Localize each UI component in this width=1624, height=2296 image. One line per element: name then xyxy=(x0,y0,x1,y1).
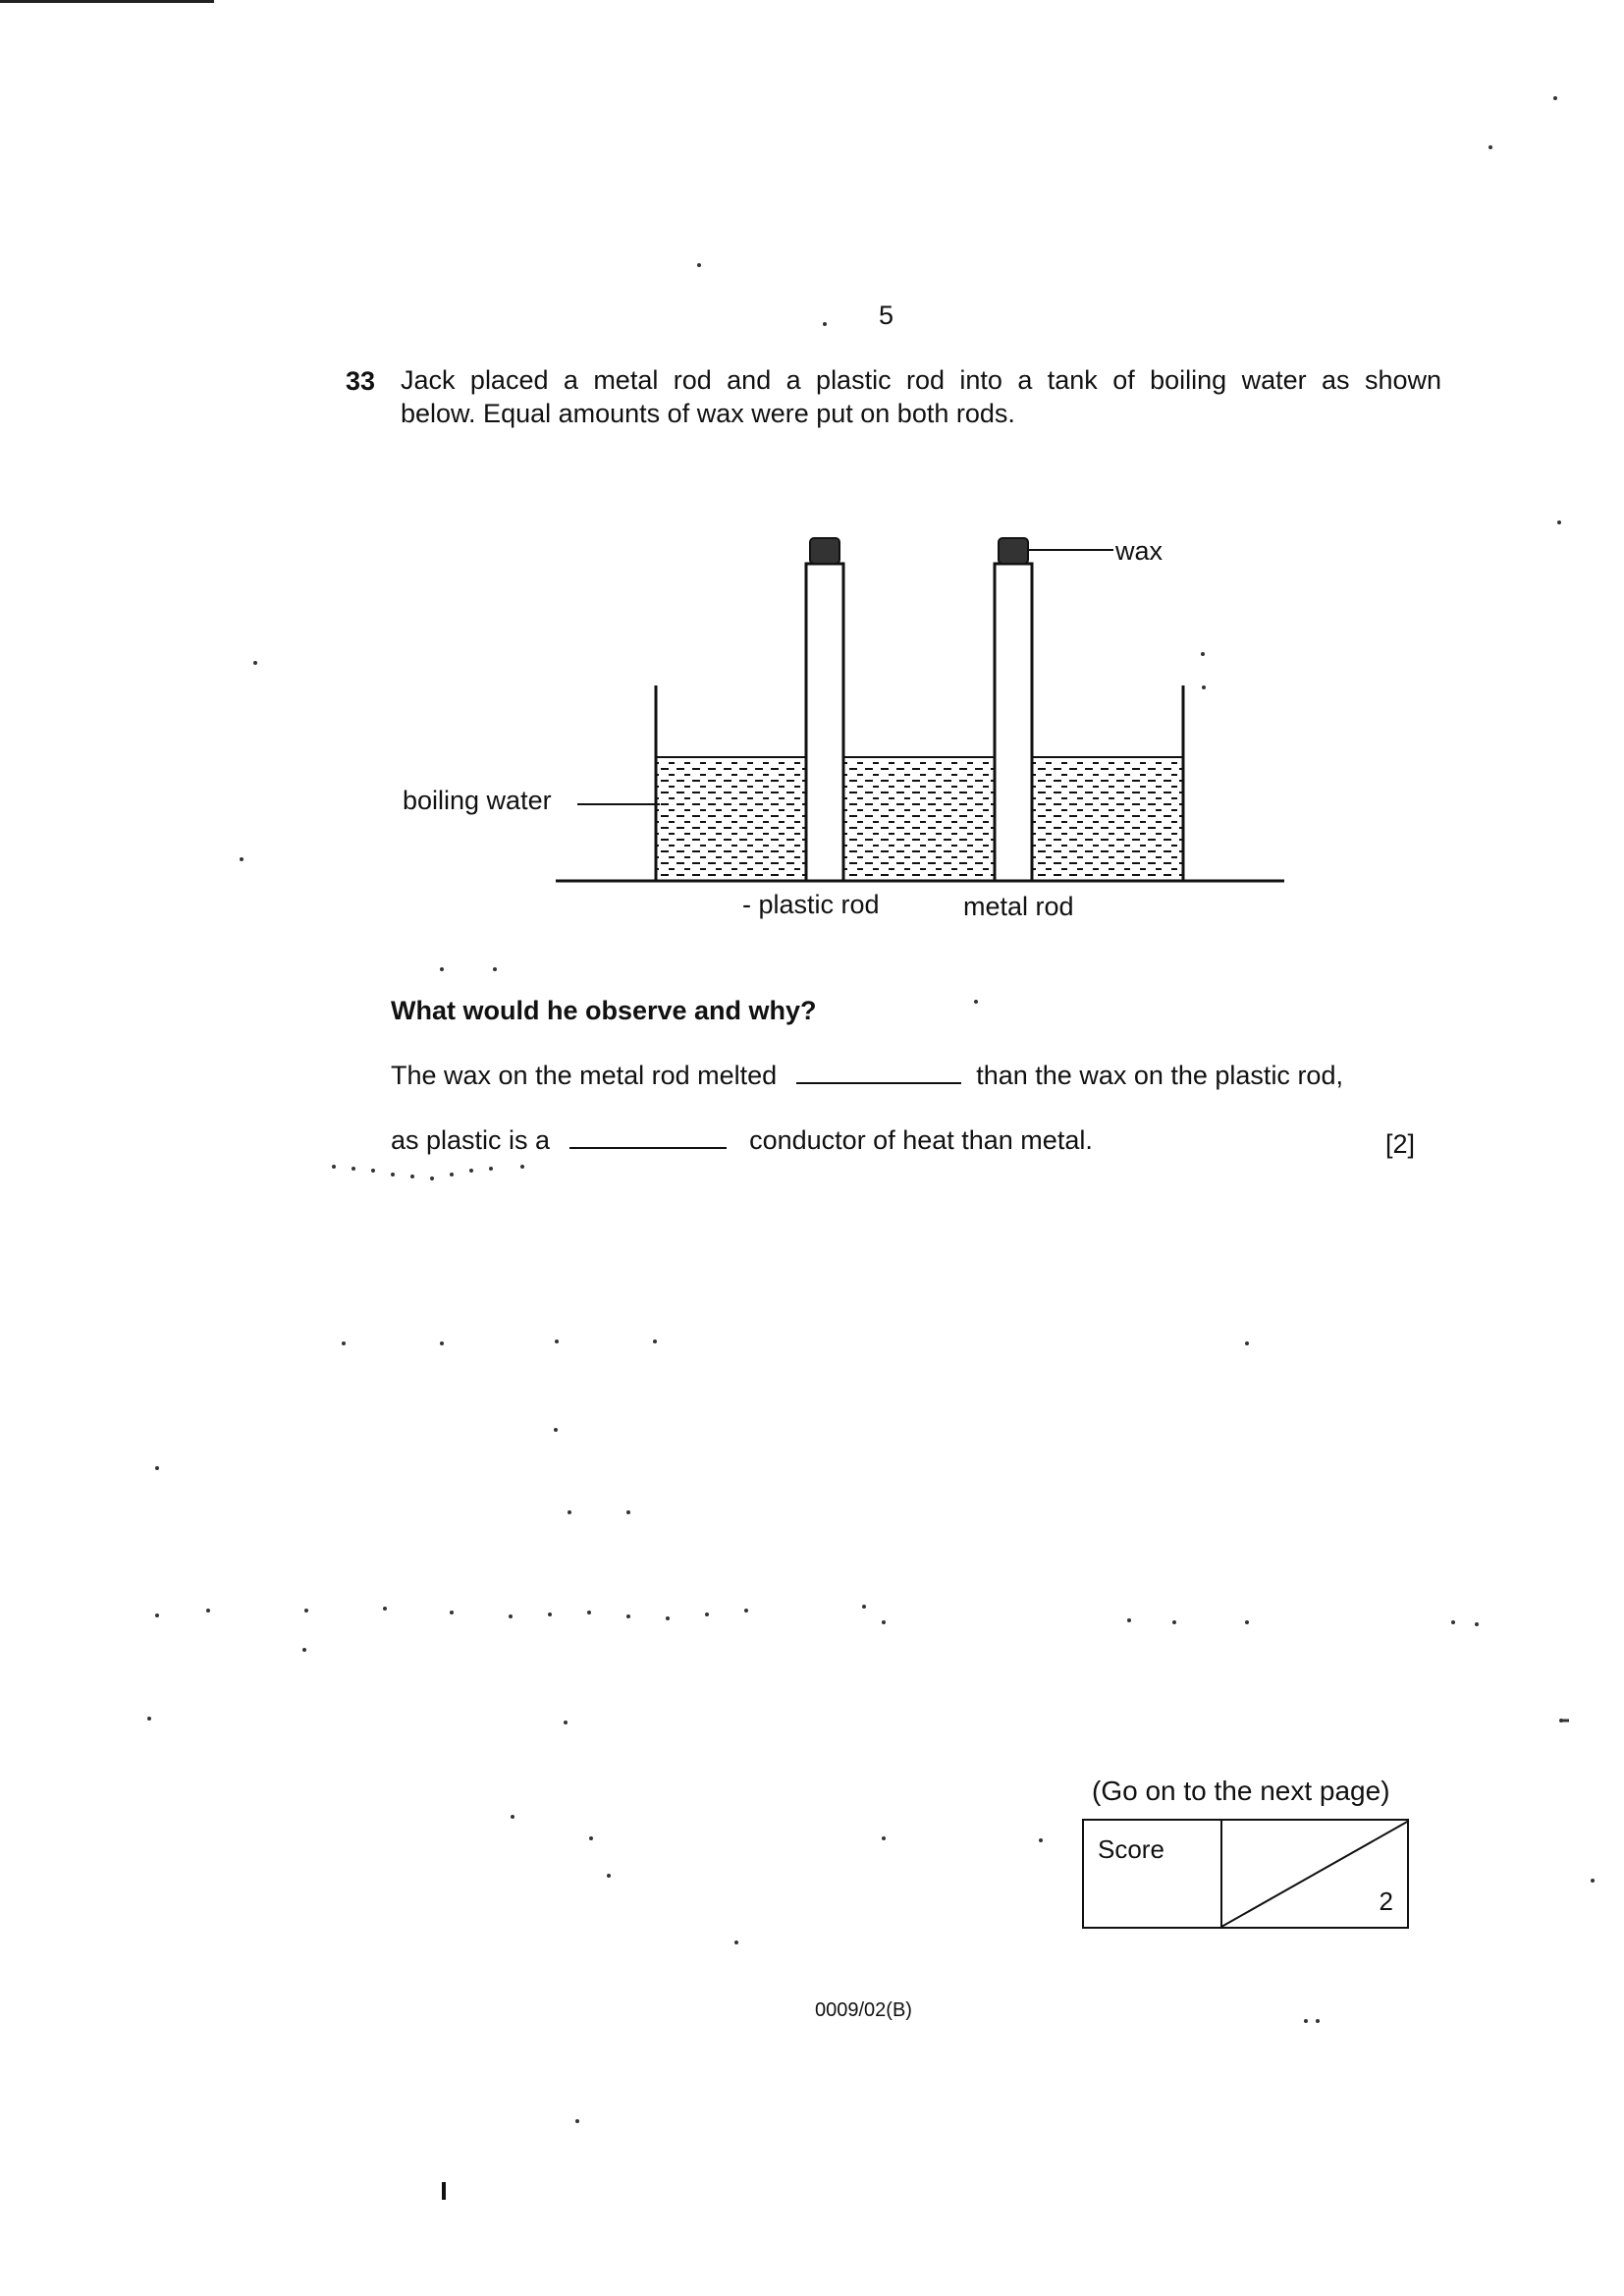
paper-code: 0009/02(B) xyxy=(815,1999,912,2021)
question-number: 33 xyxy=(346,366,376,396)
answer-line-2-text-after: conductor of heat than metal. xyxy=(749,1125,1093,1155)
marks-allocation: [2] xyxy=(1385,1129,1416,1159)
answer-line-1-text-before: The wax on the metal rod melted xyxy=(391,1061,778,1090)
question-prompt: What would he observe and why? xyxy=(391,996,817,1025)
go-on-note: (Go on to the next page) xyxy=(1092,1776,1390,1806)
label-plastic-rod: - plastic rod xyxy=(742,890,880,919)
label-metal-rod: metal rod xyxy=(963,892,1074,921)
score-max: 2 xyxy=(1379,1886,1393,1916)
question-line-1: Jack placed a metal rod and a plastic rod into a tank of boiling water as shown xyxy=(401,365,1441,395)
label-wax: wax xyxy=(1115,536,1164,566)
question-line-2: below. Equal amounts of wax were put on both rods. xyxy=(401,399,1015,428)
answer-line-1-text-after: than the wax on the plastic rod, xyxy=(976,1061,1343,1090)
score-label: Score xyxy=(1098,1834,1164,1864)
label-boiling-water: boiling water xyxy=(403,786,552,815)
answer-line-2-text-before: as plastic is a xyxy=(391,1125,551,1155)
score-box xyxy=(1082,1819,1409,1929)
page-number: 5 xyxy=(879,301,894,330)
